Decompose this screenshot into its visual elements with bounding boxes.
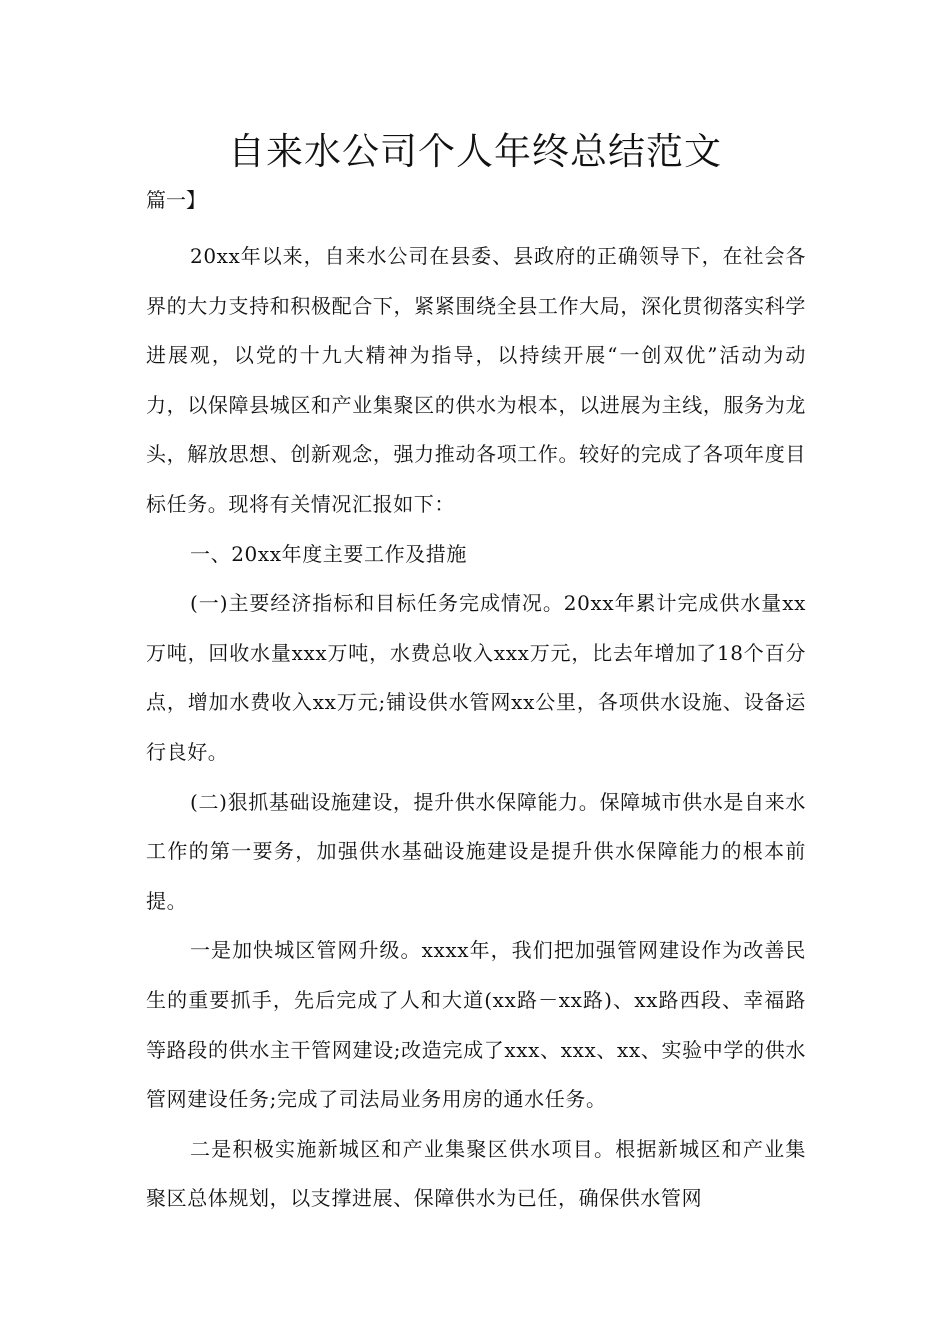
paragraph-infrastructure: (二)狠抓基础设施建设，提升供水保障能力。保障城市供水是自来水工作的第一要务，加强供水基础设施建设是提升供水保障能力的根本前提。 [146,789,806,913]
document-body [146,232,806,1224]
paragraph-network-upgrade: 一是加快城区管网升级。xxxx年，我们把加强管网建设作为改善民生的重要抓手，先后完成了人和大道(xx路－xx路)、xx路西段、幸福路等路段的供水主干管网建设;改造完成了xxx、xxx、xx、实验中学的供水管网建设任务;完成了司法局业务用房的通水任务。 [146,938,806,1112]
paragraph-new-district: 二是积极实施新城区和产业集聚区供水项目。根据新城区和产业集聚区总体规划，以支撑进展、保障供水为已任，确保供水管网 [146,1136,806,1211]
paragraph-intro: 20xx年以来，自来水公司在县委、县政府的正确领导下，在社会各界的大力支持和积极配合下，紧紧围绕全县工作大局，深化贯彻落实科学进展观，以党的十九大精神为指导，以持续开展“一创双优”活动为动力，以保障县城区和产业集聚区的供水为根本，以进展为主线，服务为龙头，解放思想、创新观念，强力推动各项工作。较好的完成了各项年度目标任务。现将有关情况汇报如下： [146,244,806,516]
document-title: 自来水公司个人年终总结范文 [228,130,722,173]
section-label: 篇一】 [146,188,206,212]
paragraph-heading-1: 一、20xx年度主要工作及措施 [190,541,468,566]
paragraph-indicators: (一)主要经济指标和目标任务完成情况。20xx年累计完成供水量xx万吨，回收水量xxx万吨，水费总收入xxx万元，比去年增加了18个百分点，增加水费收入xx万元;铺设供水管网xx公里，各项供水设施、设备运行良好。 [146,591,806,764]
